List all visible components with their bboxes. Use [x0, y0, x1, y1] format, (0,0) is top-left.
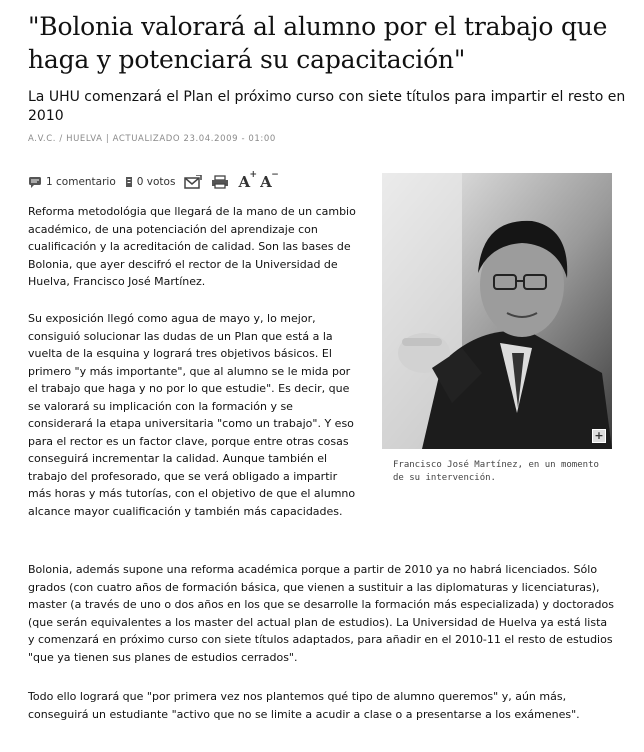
votes-count: 0 votos [136, 176, 176, 188]
article-byline: A.V.C. / HUELVA | ACTUALIZADO 23.04.2009 - 01:00 [28, 134, 276, 144]
article-paragraph: Su exposición llegó como agua de mayo y, lo mejor, consiguió solucionar las dudas de un Plan que está a la vuelta de la esquina y logrará tres objetivos básicos. El primero "y más importante", que al alumno se le mida por el trabajo que haga y no por lo que estudie". Es decir, que se valorará su implicación con la formación y se considerará la etapa universitaria "como un trabajo". Y eso para el rector es un factor clave, porque entre otras cosas conseguirá incrementar la calidad. Aunque también el trabajo del profesorado, que se verá obligado a impartir más horas y más tutorías, con el objetivo de que el alumno alcance mayor cualificación y también más capacidades. [28, 312, 356, 518]
print-icon [211, 175, 229, 189]
comments-link[interactable] [28, 176, 116, 188]
photo-caption: Francisco José Martínez, en un momento de su intervención. [393, 460, 599, 483]
article-paragraph: Reforma metodológia que llegará de la mano de un cambio académico, de una potenciación del aprendizaje con cualificación y la acreditación de calidad. Son las bases de Bolonia, que ayer descifró el rector de la Universidad de Huelva, Francisco José Martínez. [28, 205, 356, 288]
article-paragraph: Todo ello logrará que "por primera vez nos plantemos qué tipo de alumno queremos" y, aún más, conseguirá un estudiante "activo que no se limite a acudir a clase o a presentarse a los exámenes". [28, 690, 580, 721]
article-toolbar [28, 171, 282, 193]
minus-icon: − [271, 170, 279, 180]
font-smaller-icon: A [260, 173, 272, 191]
email-icon [184, 175, 202, 189]
votes-link[interactable] [125, 176, 176, 188]
speaker-photo-image [382, 173, 612, 449]
font-larger-button[interactable] [238, 170, 258, 191]
vote-icon [125, 176, 133, 188]
font-larger-icon: A [238, 173, 251, 191]
article-photo[interactable] [382, 173, 612, 449]
email-button[interactable] [184, 175, 202, 189]
article-headline: "Bolonia valorará al alumno por el trabajo que haga y potenciará su capacitación" [28, 12, 608, 74]
plus-icon: + [249, 170, 258, 180]
article-subheadline: La UHU comenzará el Plan el próximo curso con siete títulos para impartir el resto en 2010 [28, 89, 626, 124]
comment-icon [28, 176, 42, 188]
comments-count: 1 comentario [46, 176, 116, 188]
article-paragraph: Bolonia, además supone una reforma académica porque a partir de 2010 ya no habrá licenciados. Sólo grados (con cuatro años de formación básica, que vienen a sustituir a las diplomaturas y licenciaturas), master (a través de uno o dos años en los que se desarrolle la formación más especializada) y doctorados (que serán equivalentes a los master del actual plan de estudios). La Universidad de Huelva ya está lista y comenzará en próximo curso con siete títulos adaptados, para añadir en el 2010-11 el resto de estudios "que ya tienen sus planes de estudios cerrados". [28, 563, 614, 664]
enlarge-photo-button[interactable]: + [592, 429, 606, 443]
print-button[interactable] [211, 175, 229, 189]
font-smaller-button[interactable] [260, 170, 279, 191]
